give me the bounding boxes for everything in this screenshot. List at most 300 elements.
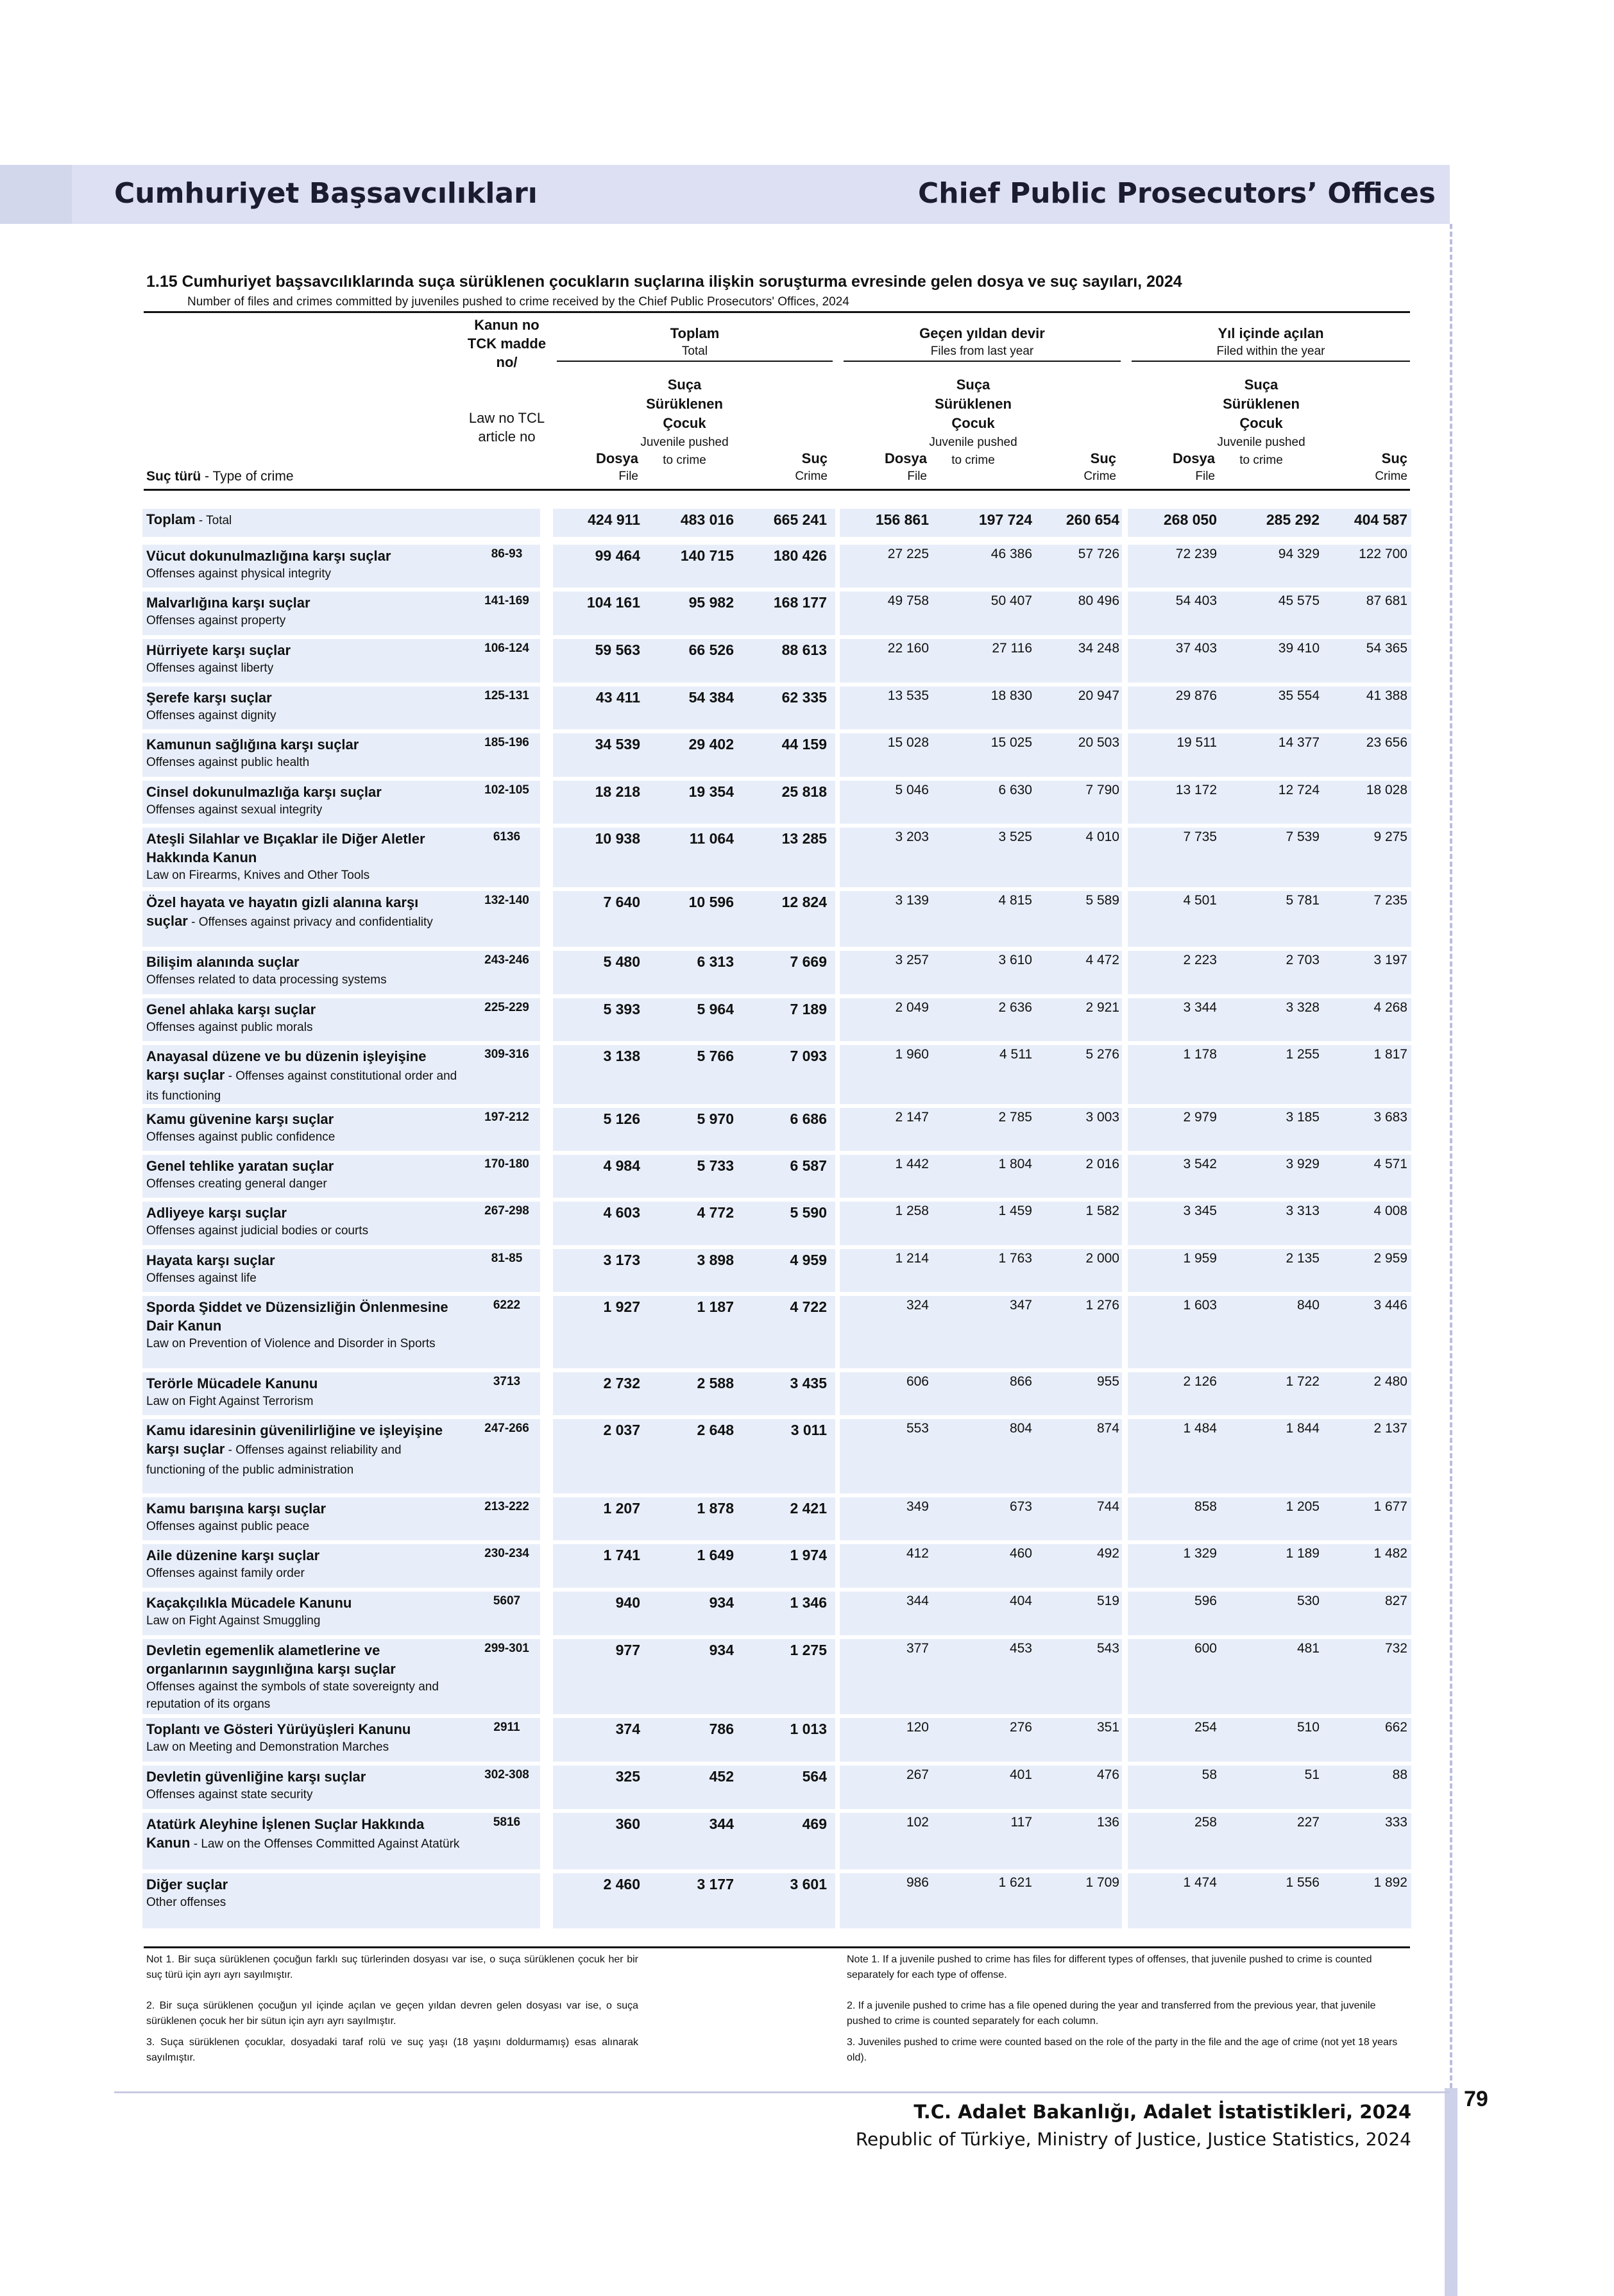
row-19-shade-2 <box>840 1544 1122 1588</box>
row-10-shade-3 <box>1128 1045 1411 1104</box>
row-12-value-0: 4 984 <box>603 1157 640 1174</box>
row-13-value-8: 4 008 <box>1373 1203 1407 1218</box>
row-total-label-en: - Total <box>195 514 232 527</box>
row-20-value-0: 940 <box>615 1594 640 1611</box>
row-7-value-4: 4 815 <box>998 893 1032 908</box>
row-18-value-1: 1 878 <box>697 1500 734 1517</box>
row-9-value-2: 7 189 <box>790 1001 827 1017</box>
row-18-value-0: 1 207 <box>603 1500 640 1517</box>
row-24-value-8: 333 <box>1384 1815 1407 1830</box>
row-8-shade-3 <box>1128 951 1411 994</box>
row-13-value-4: 1 459 <box>998 1203 1032 1218</box>
row-1-value-5: 80 496 <box>1078 593 1119 608</box>
row-3-value-5: 20 947 <box>1078 688 1119 703</box>
row-9-value-8: 4 268 <box>1373 1000 1407 1015</box>
row-16-value-2: 3 435 <box>790 1375 827 1391</box>
col-head-type-en: - Type of crime <box>201 469 294 484</box>
row-label-en-17: - Offenses against reliability and functioning of the public administration <box>146 1443 402 1477</box>
col-head-type <box>146 469 294 484</box>
row-label-tr-11: Kamu güvenine karşı suçlar <box>146 1111 334 1127</box>
row-20-shade-2 <box>840 1592 1122 1635</box>
row-23-shade-2 <box>840 1765 1122 1809</box>
row-label-tr-23: Devletin güvenliğine karşı suçlar <box>146 1769 366 1785</box>
row-15-value-4: 347 <box>1009 1298 1032 1313</box>
row-17-value-0: 2 037 <box>603 1422 640 1438</box>
row-0-value-8: 122 700 <box>1359 547 1407 561</box>
row-label-5 <box>146 783 461 819</box>
row-9-value-1: 5 964 <box>697 1001 734 1017</box>
row-2-value-5: 34 248 <box>1078 641 1119 656</box>
row-11-value-8: 3 683 <box>1373 1110 1407 1125</box>
row-10-value-5: 5 276 <box>1085 1047 1119 1062</box>
row-0-value-3: 27 225 <box>887 547 929 561</box>
row-10-value-8: 1 817 <box>1373 1047 1407 1062</box>
row-23-value-2: 564 <box>802 1768 827 1785</box>
row-label-en-6: Law on Firearms, Knives and Other Tools <box>146 869 370 882</box>
row-label-tr-8: Bilişim alanında suçlar <box>146 954 300 970</box>
row-label-14 <box>146 1251 461 1287</box>
group-head-1-tr: Geçen yıldan devir <box>919 325 1045 341</box>
row-14-value-7: 2 135 <box>1286 1251 1320 1266</box>
row-label-text-17 <box>146 1421 461 1479</box>
row-21-value-5: 543 <box>1096 1641 1119 1656</box>
row-15-value-7: 840 <box>1296 1298 1320 1313</box>
row-4-value-5: 20 503 <box>1078 735 1119 750</box>
row-13-value-7: 3 313 <box>1286 1203 1320 1218</box>
row-1-value-3: 49 758 <box>887 593 929 608</box>
col-head-law-en: Law no TCL article no <box>468 410 545 445</box>
row-10-value-3: 1 960 <box>895 1047 929 1062</box>
row-label-4 <box>146 735 461 771</box>
total-value-3: 156 861 <box>875 511 929 528</box>
row-10-value-7: 1 255 <box>1286 1047 1320 1062</box>
row-22-value-6: 254 <box>1194 1720 1217 1735</box>
row-law-18: 213-222 <box>484 1500 529 1513</box>
row-20-shade-3 <box>1128 1592 1411 1635</box>
row-2-value-7: 39 410 <box>1278 641 1320 656</box>
row-5-value-4: 6 630 <box>998 783 1032 797</box>
note-en-2: 3. Juveniles pushed to crime were counted based on the role of the party in the file and the age of crime (not yet 18 years old). <box>847 2037 1398 2063</box>
row-8-value-2: 7 669 <box>790 953 827 970</box>
row-10-value-6: 1 178 <box>1183 1047 1217 1062</box>
row-22-shade-3 <box>1128 1718 1411 1762</box>
row-22-value-5: 351 <box>1096 1720 1119 1735</box>
row-label-tr-17: Kamu idaresinin güvenilirliğine ve işleyişine karşı suçlar <box>146 1422 443 1457</box>
row-8-value-5: 4 472 <box>1085 953 1119 967</box>
row-label-16 <box>146 1374 461 1410</box>
row-9-value-7: 3 328 <box>1286 1000 1320 1015</box>
row-18-value-8: 1 677 <box>1373 1499 1407 1514</box>
row-2-value-8: 54 365 <box>1366 641 1407 656</box>
row-label-en-1: Offenses against property <box>146 614 286 627</box>
row-14-value-1: 3 898 <box>697 1252 734 1268</box>
row-13-value-3: 1 258 <box>895 1203 929 1218</box>
row-23-shade-3 <box>1128 1765 1411 1809</box>
row-21-value-0: 977 <box>615 1642 640 1658</box>
row-label-en-15: Law on Prevention of Violence and Disorder in Sports <box>146 1337 436 1350</box>
row-1-value-6: 54 403 <box>1175 593 1217 608</box>
row-20-value-4: 404 <box>1009 1594 1032 1608</box>
row-label-24 <box>146 1815 461 1853</box>
row-3-value-2: 62 335 <box>781 689 827 706</box>
row-label-10 <box>146 1047 461 1105</box>
row-8-value-8: 3 197 <box>1373 953 1407 967</box>
row-label-tr-5: Cinsel dokunulmazlığa karşı suçlar <box>146 784 382 800</box>
row-21-shade-3 <box>1128 1639 1411 1714</box>
row-label-en-12: Offenses creating general danger <box>146 1177 327 1191</box>
total-value-4: 197 724 <box>978 511 1032 528</box>
row-17-value-1: 2 648 <box>697 1422 734 1438</box>
row-label-tr-6: Ateşli Silahlar ve Bıçaklar ile Diğer Aletler Hakkında Kanun <box>146 831 425 865</box>
row-law-9: 225-229 <box>484 1001 529 1014</box>
row-18-value-3: 349 <box>906 1499 929 1514</box>
row-16-value-8: 2 480 <box>1373 1374 1407 1389</box>
row-label-en-8: Offenses related to data processing systems <box>146 973 387 987</box>
row-0-value-0: 99 464 <box>595 547 640 564</box>
row-label-en-19: Offenses against family order <box>146 1567 305 1580</box>
header-bottom-rule <box>144 489 1410 491</box>
group-rule-within-year <box>1132 361 1410 362</box>
row-label-en-16: Law on Fight Against Terrorism <box>146 1395 314 1408</box>
row-6-value-3: 3 203 <box>895 829 929 844</box>
row-17-value-2: 3 011 <box>790 1422 827 1438</box>
row-18-value-7: 1 205 <box>1286 1499 1320 1514</box>
row-13-value-6: 3 345 <box>1183 1203 1217 1218</box>
row-7-value-5: 5 589 <box>1085 893 1119 908</box>
row-4-value-2: 44 159 <box>781 736 827 753</box>
subcol-juvenile-en-1: Juvenile pushed to crime <box>929 436 1017 467</box>
row-16-value-1: 2 588 <box>697 1375 734 1391</box>
footer-title-en: Republic of Türkiye, Ministry of Justice, Justice Statistics, 2024 <box>855 2129 1411 2150</box>
row-17-shade-3 <box>1128 1419 1411 1493</box>
row-9-shade-2 <box>840 998 1122 1041</box>
total-value-8: 404 587 <box>1354 511 1407 528</box>
row-17-value-8: 2 137 <box>1373 1421 1407 1436</box>
row-label-en-20: Law on Fight Against Smuggling <box>146 1614 321 1628</box>
row-law-5: 102-105 <box>484 783 529 797</box>
row-16-value-4: 866 <box>1009 1374 1032 1389</box>
row-14-value-8: 2 959 <box>1373 1251 1407 1266</box>
row-label-en-22: Law on Meeting and Demonstration Marches <box>146 1740 389 1754</box>
row-9-value-3: 2 049 <box>895 1000 929 1015</box>
row-8-value-3: 3 257 <box>895 953 929 967</box>
row-15-value-8: 3 446 <box>1373 1298 1407 1313</box>
row-16-value-0: 2 732 <box>603 1375 640 1391</box>
group-head-0-en: Total <box>681 344 708 358</box>
row-label-3 <box>146 688 461 724</box>
row-4-value-0: 34 539 <box>595 736 640 753</box>
row-total-label <box>146 511 232 528</box>
row-15-shade-3 <box>1128 1296 1411 1368</box>
row-13-shade-2 <box>840 1202 1122 1245</box>
row-1-value-7: 45 575 <box>1278 593 1320 608</box>
row-12-shade-2 <box>840 1155 1122 1198</box>
row-label-en-5: Offenses against sexual integrity <box>146 803 323 817</box>
row-25-value-7: 1 556 <box>1286 1875 1320 1890</box>
row-23-value-8: 88 <box>1392 1767 1407 1782</box>
row-25-value-6: 1 474 <box>1183 1875 1217 1890</box>
row-25-value-3: 986 <box>906 1875 929 1890</box>
row-label-en-9: Offenses against public morals <box>146 1021 313 1034</box>
row-21-value-8: 732 <box>1384 1641 1407 1656</box>
row-11-value-0: 5 126 <box>603 1110 640 1127</box>
row-3-value-7: 35 554 <box>1278 688 1320 703</box>
row-23-shade-1 <box>553 1765 835 1809</box>
row-label-6 <box>146 829 461 884</box>
row-25-shade-2 <box>840 1873 1122 1928</box>
row-label-tr-12: Genel tehlike yaratan suçlar <box>146 1158 334 1174</box>
row-22-value-0: 374 <box>615 1721 640 1737</box>
subcol-file-en-1: File <box>907 470 927 483</box>
row-4-value-7: 14 377 <box>1278 735 1320 750</box>
row-19-value-1: 1 649 <box>697 1547 734 1563</box>
row-19-shade-3 <box>1128 1544 1411 1588</box>
row-9-value-6: 3 344 <box>1183 1000 1217 1015</box>
row-4-value-1: 29 402 <box>688 736 734 753</box>
row-label-tr-14: Hayata karşı suçlar <box>146 1252 275 1268</box>
row-law-23: 302-308 <box>484 1768 529 1782</box>
row-label-23 <box>146 1767 461 1803</box>
row-label-en-4: Offenses against public health <box>146 756 310 769</box>
row-7-value-0: 7 640 <box>603 894 640 910</box>
row-17-value-7: 1 844 <box>1286 1421 1320 1436</box>
row-11-value-1: 5 970 <box>697 1110 734 1127</box>
row-8-value-4: 3 610 <box>998 953 1032 967</box>
row-14-value-3: 1 214 <box>895 1251 929 1266</box>
note-tr-0: Not 1. Bir suça sürüklenen çocuğun farklı suç türlerinden dosyası var ise, o suça sürüklenen çocuk her bir suç türü için ayrı ayrı sayılmıştır. <box>146 1954 638 1980</box>
row-23-value-7: 51 <box>1304 1767 1320 1782</box>
row-3-value-4: 18 830 <box>990 688 1032 703</box>
row-law-13: 267-298 <box>484 1204 529 1218</box>
subcol-crime-tr-0: Suç <box>801 450 828 466</box>
row-13-shade-3 <box>1128 1202 1411 1245</box>
row-23-value-6: 58 <box>1202 1767 1217 1782</box>
row-24-shade-1 <box>553 1813 835 1869</box>
row-7-value-6: 4 501 <box>1183 893 1217 908</box>
row-17-value-3: 553 <box>906 1421 929 1436</box>
row-0-value-4: 46 386 <box>990 547 1032 561</box>
row-15-shade-2 <box>840 1296 1122 1368</box>
row-25-value-1: 3 177 <box>697 1876 734 1892</box>
subcol-juvenile-tr-0: Suça Sürüklenen Çocuk <box>646 377 723 431</box>
row-1-value-2: 168 177 <box>773 594 827 611</box>
row-6-value-7: 7 539 <box>1286 829 1320 844</box>
row-21-shade-2 <box>840 1639 1122 1714</box>
row-12-value-3: 1 442 <box>895 1157 929 1171</box>
subcol-juvenile-tr-1: Suça Sürüklenen Çocuk <box>935 377 1012 431</box>
row-label-tr-0: Vücut dokunulmazlığına karşı suçlar <box>146 548 391 564</box>
row-12-value-8: 4 571 <box>1373 1157 1407 1171</box>
row-24-value-3: 102 <box>906 1815 929 1830</box>
total-value-6: 268 050 <box>1163 511 1217 528</box>
row-1-value-8: 87 681 <box>1366 593 1407 608</box>
row-15-value-0: 1 927 <box>603 1298 640 1315</box>
footer-rule <box>114 2091 1450 2093</box>
row-label-tr-3: Şerefe karşı suçlar <box>146 690 272 706</box>
row-law-14: 81-85 <box>491 1252 523 1265</box>
row-16-value-3: 606 <box>906 1374 929 1389</box>
row-label-en-0: Offenses against physical integrity <box>146 567 331 581</box>
row-5-value-2: 25 818 <box>781 783 827 800</box>
row-23-value-0: 325 <box>615 1768 640 1785</box>
row-22-shade-2 <box>840 1718 1122 1762</box>
row-17-value-5: 874 <box>1096 1421 1119 1436</box>
row-law-16: 3713 <box>493 1375 521 1388</box>
row-18-shade-3 <box>1128 1497 1411 1540</box>
table-title: 1.15 Cumhuriyet başsavcılıklarında suça sürüklenen çocukların suçlarına ilişkin soruşturma evresinde gelen dosya ve suç sayıları, 2024 <box>146 273 1182 291</box>
row-law-0: 86-93 <box>491 547 523 561</box>
row-law-19: 230-234 <box>484 1547 529 1560</box>
row-12-value-7: 3 929 <box>1286 1157 1320 1171</box>
group-rule-total <box>557 361 833 362</box>
row-5-value-1: 19 354 <box>688 783 734 800</box>
group-head-2-tr: Yıl içinde açılan <box>1218 325 1324 341</box>
row-20-value-2: 1 346 <box>790 1594 827 1611</box>
row-19-value-2: 1 974 <box>790 1547 827 1563</box>
row-7-value-2: 12 824 <box>781 894 827 910</box>
row-label-en-3: Offenses against dignity <box>146 709 276 722</box>
row-19-value-4: 460 <box>1009 1546 1032 1561</box>
row-law-4: 185-196 <box>484 736 529 749</box>
row-16-shade-2 <box>840 1372 1122 1415</box>
row-label-20 <box>146 1594 461 1629</box>
row-25-value-4: 1 621 <box>998 1875 1032 1890</box>
row-label-12 <box>146 1157 461 1193</box>
row-2-value-6: 37 403 <box>1175 641 1217 656</box>
row-5-shade-2 <box>840 781 1122 824</box>
row-13-value-2: 5 590 <box>790 1204 827 1221</box>
row-20-value-8: 827 <box>1384 1594 1407 1608</box>
row-1-value-1: 95 982 <box>688 594 734 611</box>
row-19-value-3: 412 <box>906 1546 929 1561</box>
row-6-shade-3 <box>1128 828 1411 887</box>
row-8-value-1: 6 313 <box>697 953 734 970</box>
row-2-value-2: 88 613 <box>781 642 827 658</box>
row-21-value-7: 481 <box>1296 1641 1320 1656</box>
row-10-shade-2 <box>840 1045 1122 1104</box>
row-11-value-6: 2 979 <box>1183 1110 1217 1125</box>
row-label-en-24: - Law on the Offenses Committed Against Atatürk <box>190 1837 460 1851</box>
row-18-value-5: 744 <box>1096 1499 1119 1514</box>
row-9-value-5: 2 921 <box>1085 1000 1119 1015</box>
row-20-value-5: 519 <box>1096 1594 1119 1608</box>
row-label-en-14: Offenses against life <box>146 1271 257 1285</box>
total-value-0: 424 911 <box>588 511 640 528</box>
row-7-value-1: 10 596 <box>688 894 734 910</box>
row-24-value-0: 360 <box>615 1816 640 1832</box>
row-label-en-18: Offenses against public peace <box>146 1520 310 1533</box>
row-label-11 <box>146 1110 461 1146</box>
col-head-law-tr: Kanun no TCK madde no/ <box>467 317 547 370</box>
row-19-value-7: 1 189 <box>1286 1546 1320 1561</box>
row-16-value-6: 2 126 <box>1183 1374 1217 1389</box>
row-label-text-7 <box>146 893 461 931</box>
row-law-7: 132-140 <box>484 894 529 907</box>
row-13-value-0: 4 603 <box>603 1204 640 1221</box>
row-14-value-2: 4 959 <box>790 1252 827 1268</box>
row-label-tr-15: Sporda Şiddet ve Düzensizliğin Önlenmesine Dair Kanun <box>146 1299 448 1334</box>
header-band-accent <box>0 165 72 224</box>
row-law-8: 243-246 <box>484 953 529 967</box>
row-25-value-2: 3 601 <box>790 1876 827 1892</box>
row-11-shade-2 <box>840 1108 1122 1151</box>
row-9-value-0: 5 393 <box>603 1001 640 1017</box>
row-label-tr-2: Hürriyete karşı suçlar <box>146 642 291 658</box>
row-label-tr-18: Kamu barışına karşı suçlar <box>146 1501 327 1517</box>
row-24-shade-2 <box>840 1813 1122 1869</box>
subcol-file-en-2: File <box>1195 470 1215 483</box>
row-label-tr-21: Devletin egemenlik alametlerine ve organlarının saygınlığına karşı suçlar <box>146 1642 396 1677</box>
row-label-25 <box>146 1875 461 1911</box>
row-label-22 <box>146 1720 461 1756</box>
row-17-shade-2 <box>840 1419 1122 1493</box>
row-label-0 <box>146 547 461 583</box>
row-22-value-2: 1 013 <box>790 1721 827 1737</box>
row-label-18 <box>146 1499 461 1535</box>
row-11-value-2: 6 686 <box>790 1110 827 1127</box>
row-label-2 <box>146 641 461 677</box>
row-15-value-1: 1 187 <box>697 1298 734 1315</box>
row-law-15: 6222 <box>493 1298 521 1312</box>
row-label-tr-20: Kaçakçılıkla Mücadele Kanunu <box>146 1595 352 1611</box>
row-law-20: 5607 <box>493 1594 521 1608</box>
page-margin-guide <box>1450 224 1452 2104</box>
row-6-value-8: 9 275 <box>1373 829 1407 844</box>
row-22-value-3: 120 <box>906 1720 929 1735</box>
row-6-value-5: 4 010 <box>1085 829 1119 844</box>
row-22-value-7: 510 <box>1296 1720 1320 1735</box>
row-8-value-6: 2 223 <box>1183 953 1217 967</box>
row-label-7 <box>146 893 461 931</box>
row-0-value-5: 57 726 <box>1078 547 1119 561</box>
subcol-juvenile-en-2: Juvenile pushed to crime <box>1217 436 1305 467</box>
row-label-en-21: Offenses against the symbols of state sovereignty and reputation of its organs <box>146 1680 439 1711</box>
subcol-crime-en-0: Crime <box>795 470 828 483</box>
row-label-19 <box>146 1546 461 1582</box>
group-head-0-tr: Toplam <box>670 325 720 341</box>
row-8-value-0: 5 480 <box>603 953 640 970</box>
subcol-file-tr-0: Dosya <box>595 450 638 466</box>
row-5-value-3: 5 046 <box>895 783 929 797</box>
subcol-crime-en-2: Crime <box>1375 470 1407 483</box>
note-tr-2: 3. Suça sürüklenen çocuklar, dosyadaki taraf rolü ve suç yaşı (18 yaşını doldurmamış) esas alınarak sayılmıştır. <box>146 2037 638 2063</box>
row-22-value-1: 786 <box>709 1721 734 1737</box>
row-21-value-6: 600 <box>1194 1641 1217 1656</box>
row-label-tr-22: Toplantı ve Gösteri Yürüyüşleri Kanunu <box>146 1721 411 1737</box>
row-24-value-7: 227 <box>1296 1815 1320 1830</box>
row-10-value-2: 7 093 <box>790 1048 827 1064</box>
row-label-en-25: Other offenses <box>146 1896 226 1909</box>
row-4-value-3: 15 028 <box>887 735 929 750</box>
row-3-value-1: 54 384 <box>688 689 734 706</box>
row-21-value-3: 377 <box>906 1641 929 1656</box>
row-3-value-0: 43 411 <box>595 689 640 706</box>
row-7-value-7: 5 781 <box>1286 893 1320 908</box>
row-25-value-0: 2 460 <box>603 1876 640 1892</box>
row-7-shade-2 <box>840 891 1122 947</box>
subcol-juvenile-tr-2: Suça Sürüklenen Çocuk <box>1223 377 1300 431</box>
subcol-crime-tr-1: Suç <box>1090 450 1116 466</box>
row-3-value-3: 13 535 <box>887 688 929 703</box>
row-3-value-8: 41 388 <box>1366 688 1407 703</box>
row-8-shade-2 <box>840 951 1122 994</box>
row-10-value-1: 5 766 <box>697 1048 734 1064</box>
row-5-value-5: 7 790 <box>1085 783 1119 797</box>
row-6-value-1: 11 064 <box>689 830 734 847</box>
row-label-en-7: - Offenses against privacy and confidentiality <box>187 915 433 929</box>
row-12-value-1: 5 733 <box>697 1157 734 1174</box>
col-head-type-tr: Suç türü <box>146 469 201 484</box>
